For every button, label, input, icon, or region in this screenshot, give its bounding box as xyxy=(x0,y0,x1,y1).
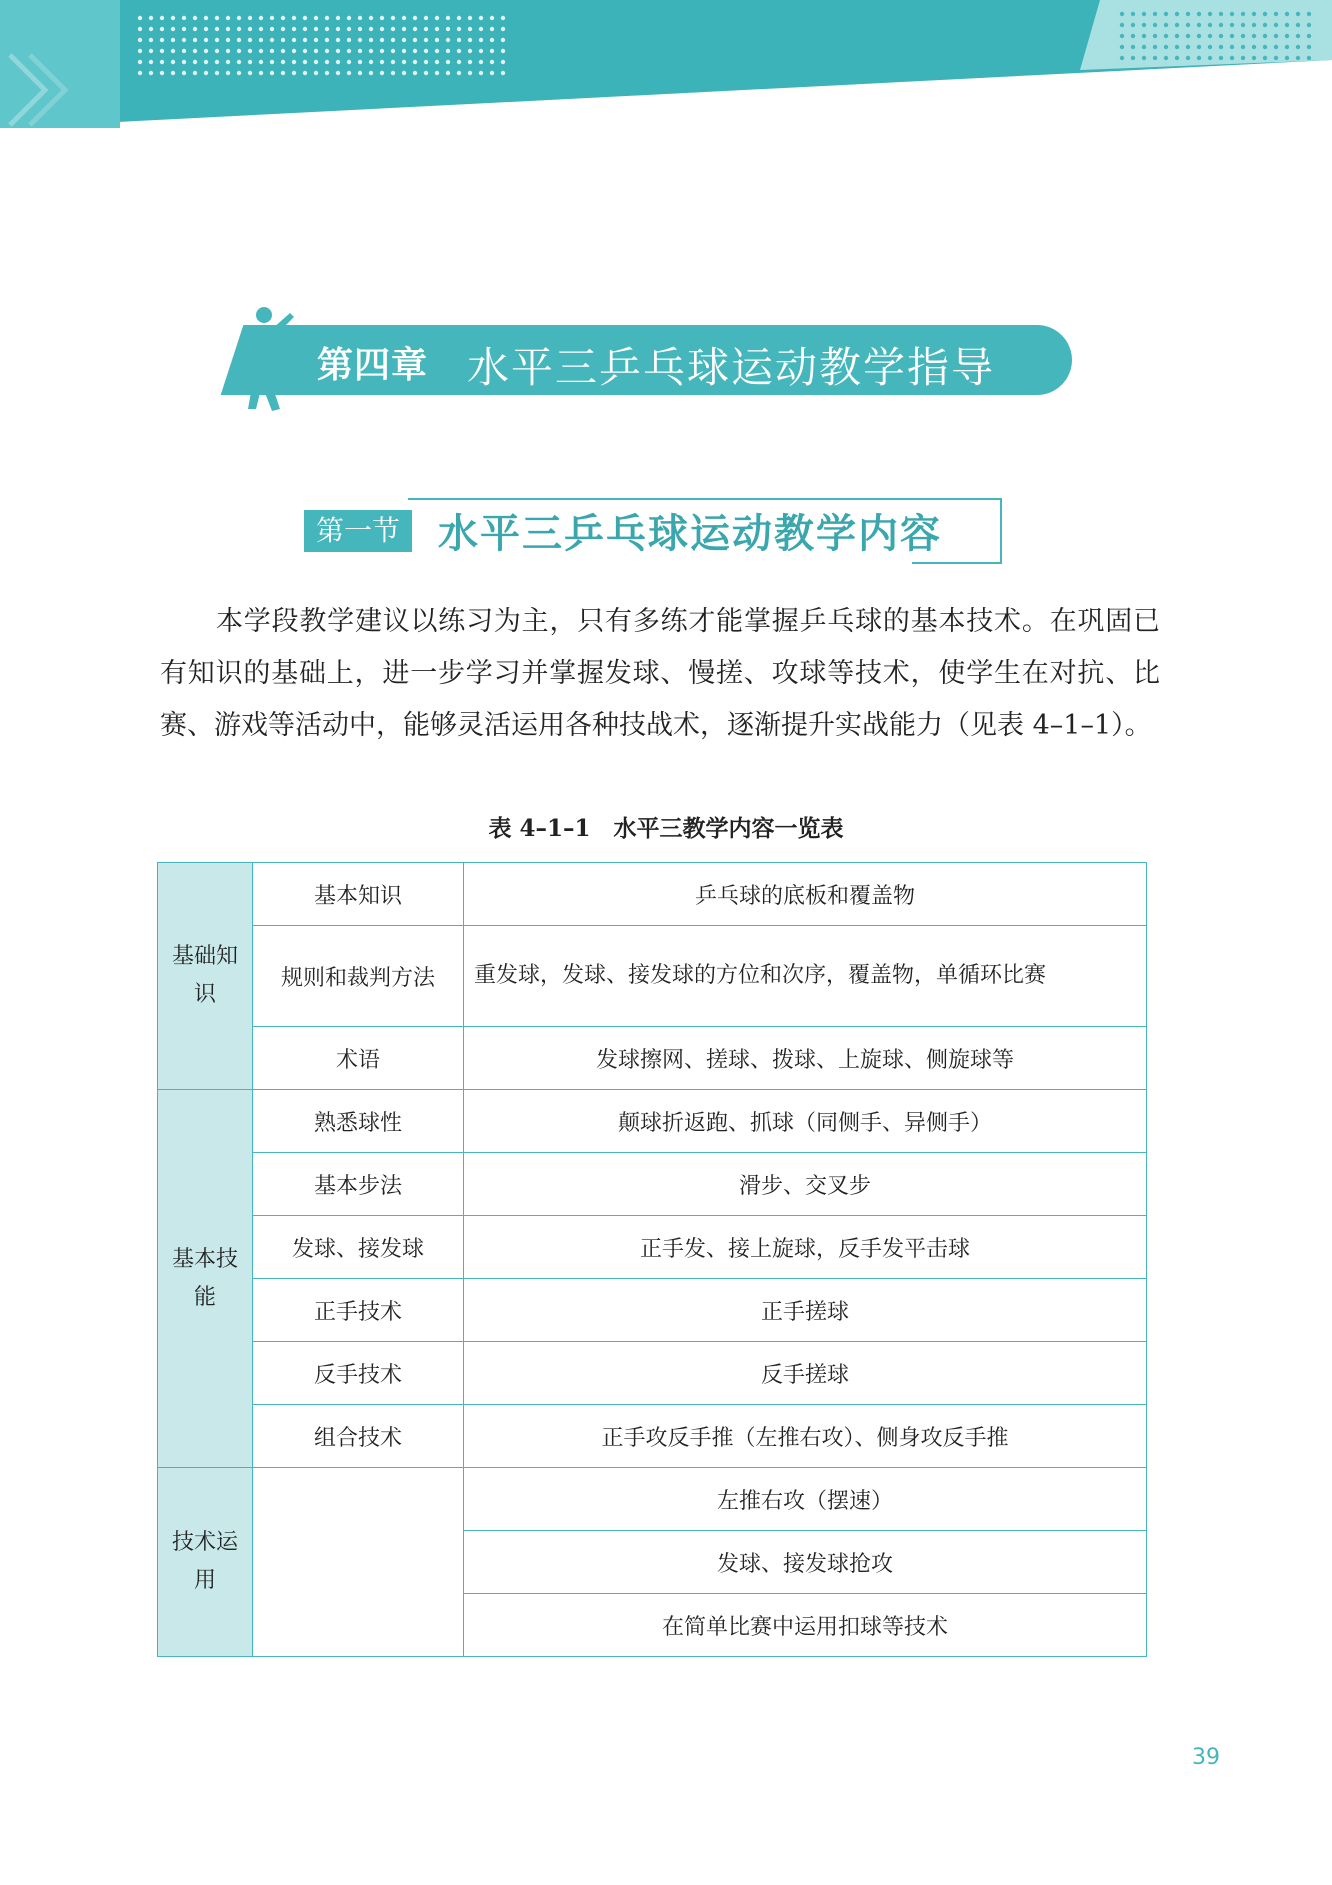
item-cell: 基本知识 xyxy=(253,863,464,926)
section-title: 水平三乒乓球运动教学内容 xyxy=(438,511,942,557)
content-cell: 发球、接发球抢攻 xyxy=(464,1531,1147,1594)
chapter-number: 第四章 xyxy=(317,345,429,386)
content-table xyxy=(157,862,1147,1657)
table-row xyxy=(158,1342,1147,1405)
item-cell xyxy=(253,1468,464,1657)
category-cell: 基础知识 xyxy=(158,863,253,1090)
item-cell: 基本步法 xyxy=(253,1153,464,1216)
item-cell: 组合技术 xyxy=(253,1405,464,1468)
item-cell: 正手技术 xyxy=(253,1279,464,1342)
item-cell: 规则和裁判方法 xyxy=(253,926,464,1027)
item-cell: 术语 xyxy=(253,1027,464,1090)
category-cell: 基本技能 xyxy=(158,1090,253,1468)
item-cell: 反手技术 xyxy=(253,1342,464,1405)
table-row xyxy=(158,1279,1147,1342)
content-cell: 左推右攻（摆速） xyxy=(464,1468,1147,1531)
table-row xyxy=(158,1090,1147,1153)
chapter-banner xyxy=(262,325,1072,395)
table-row xyxy=(158,1216,1147,1279)
chapter-title: 水平三乒乓球运动教学指导 xyxy=(467,343,996,392)
page-number: 39 xyxy=(1192,1745,1220,1770)
content-cell: 在简单比赛中运用扣球等技术 xyxy=(464,1594,1147,1657)
intro-paragraph: 本学段教学建议以练习为主，只有多练才能掌握乒乓球的基本技术。在巩固已有知识的基础上，进一步学习并掌握发球、慢搓、攻球等技术，使学生在对抗、比赛、游戏等活动中，能够灵活运用各种技战术，逐渐提升实战能力（见表 4–1–1）。 xyxy=(160,606,1160,741)
content-cell: 反手搓球 xyxy=(464,1342,1147,1405)
table-caption: 表 4–1–1 水平三教学内容一览表 xyxy=(488,815,844,842)
table-row xyxy=(158,926,1147,1027)
content-cell: 正手搓球 xyxy=(464,1279,1147,1342)
item-cell: 发球、接发球 xyxy=(253,1216,464,1279)
content-cell: 重发球，发球、接发球的方位和次序，覆盖物，单循环比赛 xyxy=(464,926,1147,1027)
section-number: 第一节 xyxy=(304,510,412,552)
top-banner xyxy=(0,0,1332,130)
content-cell: 发球擦网、搓球、拨球、上旋球、侧旋球等 xyxy=(464,1027,1147,1090)
table-row xyxy=(158,1027,1147,1090)
table-row xyxy=(158,1405,1147,1468)
item-cell: 熟悉球性 xyxy=(253,1090,464,1153)
content-cell: 滑步、交叉步 xyxy=(464,1153,1147,1216)
content-cell: 正手发、接上旋球，反手发平击球 xyxy=(464,1216,1147,1279)
table-row xyxy=(158,863,1147,926)
table-row xyxy=(158,1153,1147,1216)
category-cell: 技术运用 xyxy=(158,1468,253,1657)
table-row xyxy=(158,1468,1147,1531)
content-cell: 正手攻反手推（左推右攻）、侧身攻反手推 xyxy=(464,1405,1147,1468)
content-cell: 颠球折返跑、抓球（同侧手、异侧手） xyxy=(464,1090,1147,1153)
content-cell: 乒乓球的底板和覆盖物 xyxy=(464,863,1147,926)
